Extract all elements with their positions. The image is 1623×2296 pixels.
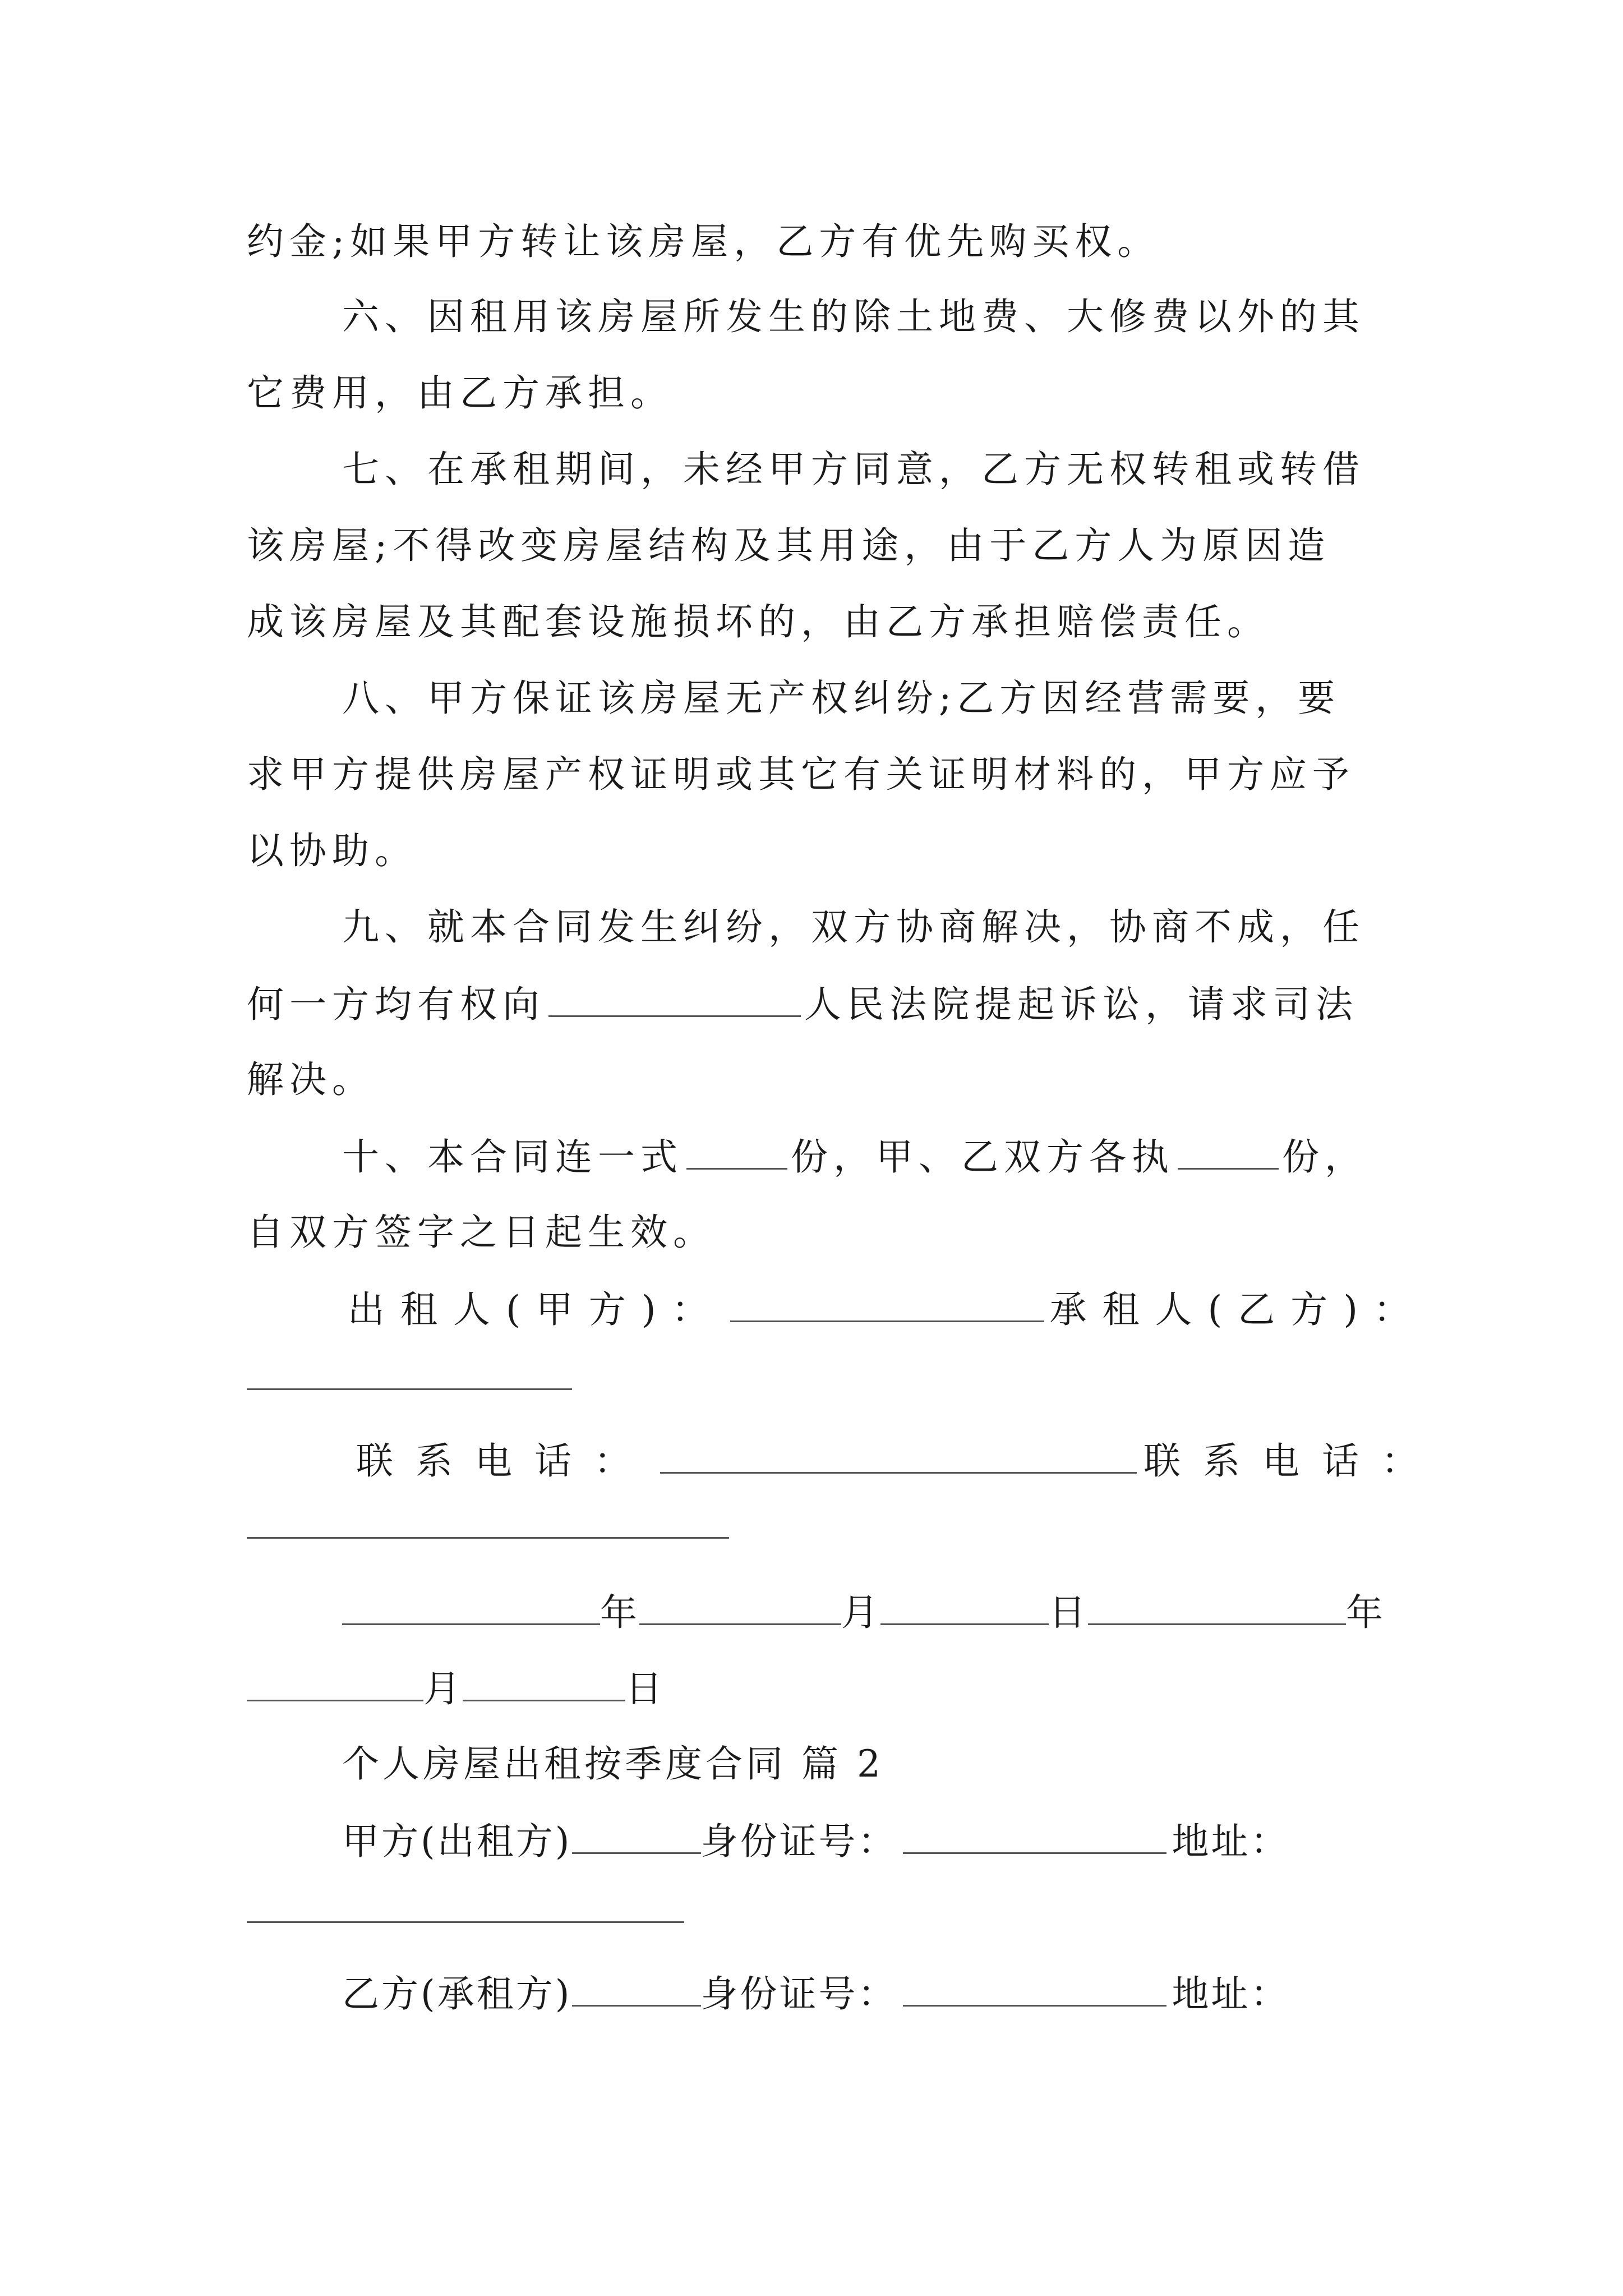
party-a-name-blank [572,1822,701,1854]
lessee-blank [247,1388,572,1390]
phone-line [356,1439,1441,1483]
clause-7-line-1: 七、在承租期间，未经甲方同意，乙方无权转租或转借 [342,448,1365,491]
clause-6-line-2: 它费用，由乙方承担。 [247,371,673,415]
party-a-address-blank [247,1921,684,1923]
clause-8-line-1: 八、甲方保证该房屋无产权纠纷;乙方因经营需要，要 [342,677,1341,720]
clause-7-line-2: 该房屋;不得改变房屋结构及其用途，由于乙方人为原因造 [247,524,1331,567]
day-blank-1 [880,1593,1049,1625]
party-a-address-label: 地址： [1172,1820,1290,1863]
date-line-1 [342,1591,1385,1634]
party-a-label: 甲方(出租方) [342,1820,572,1863]
day-label-1: 日 [1049,1591,1088,1634]
lessor-blank [730,1290,1044,1322]
clause-6-line-1: 六、因租用该房屋所发生的除土地费、大修费以外的其 [342,295,1365,338]
party-b-id-label: 身份证号： [700,1972,897,2016]
text-line-1: 约金;如果甲方转让该房屋，乙方有优先购买权。 [247,220,1160,263]
party-a-id-blank [903,1822,1166,1854]
lessee-label: 承租人(乙方)： [1049,1288,1426,1331]
party-b-id-blank [903,1975,1166,2007]
clause-7-line-3: 成该房屋及其配套设施损坏的，由乙方承担赔偿责任。 [247,600,1270,643]
year-blank-1 [342,1593,600,1625]
clause-10-line-2: 自双方签字之日起生效。 [247,1211,716,1254]
month-label-2: 月 [423,1667,463,1710]
clause-8-line-2: 求甲方提供房屋产权证明或其它有关证明材料的，甲方应予 [247,753,1355,796]
year-blank-2 [1088,1593,1346,1625]
lessee-phone-label: 联系电话： [1144,1439,1441,1483]
date-line-2 [247,1669,665,1708]
party-b-line [342,1972,1290,2016]
lessor-phone-label: 联系电话： [356,1439,653,1483]
clause-9-text-b: 人民法院提起诉讼，请求司法 [804,983,1358,1026]
clause-10-text-a: 十、本合同连一式 [342,1135,683,1179]
clause-9-text-a: 何一方均有权向 [247,983,545,1026]
signature-line [348,1288,1426,1331]
month-blank-2 [247,1669,423,1701]
month-label-1: 月 [841,1591,880,1634]
clause-9-line-2 [247,983,1358,1026]
clause-10-text-c: 份， [1282,1135,1367,1179]
month-blank-1 [639,1593,841,1625]
party-a-id-label: 身份证号： [700,1820,897,1863]
year-label-2: 年 [1346,1591,1385,1634]
clause-9-line-1: 九、就本合同发生纠纷，双方协商解决，协商不成，任 [342,905,1365,949]
party-b-address-label: 地址： [1172,1972,1290,2016]
lessor-phone-blank [660,1442,1137,1474]
year-label-1: 年 [600,1591,639,1634]
court-blank [548,985,801,1017]
party-b-label: 乙方(承租方) [342,1972,572,2016]
day-blank-2 [463,1669,625,1701]
copies-each-blank [1178,1138,1279,1170]
party-b-name-blank [572,1975,701,2007]
clause-9-line-3: 解决。 [247,1058,375,1101]
clause-8-line-3: 以协助。 [247,829,417,872]
party-a-line [342,1820,1290,1863]
day-label-2: 日 [625,1667,665,1710]
clause-10-line-1 [342,1135,1367,1179]
clause-10-text-b: 份，甲、乙双方各执 [791,1135,1174,1179]
copies-blank [686,1138,787,1170]
section-heading: 个人房屋出租按季度合同 篇 2 [342,1742,884,1786]
lessee-phone-blank [247,1537,729,1539]
lessor-label: 出租人(甲方)： [348,1288,725,1331]
